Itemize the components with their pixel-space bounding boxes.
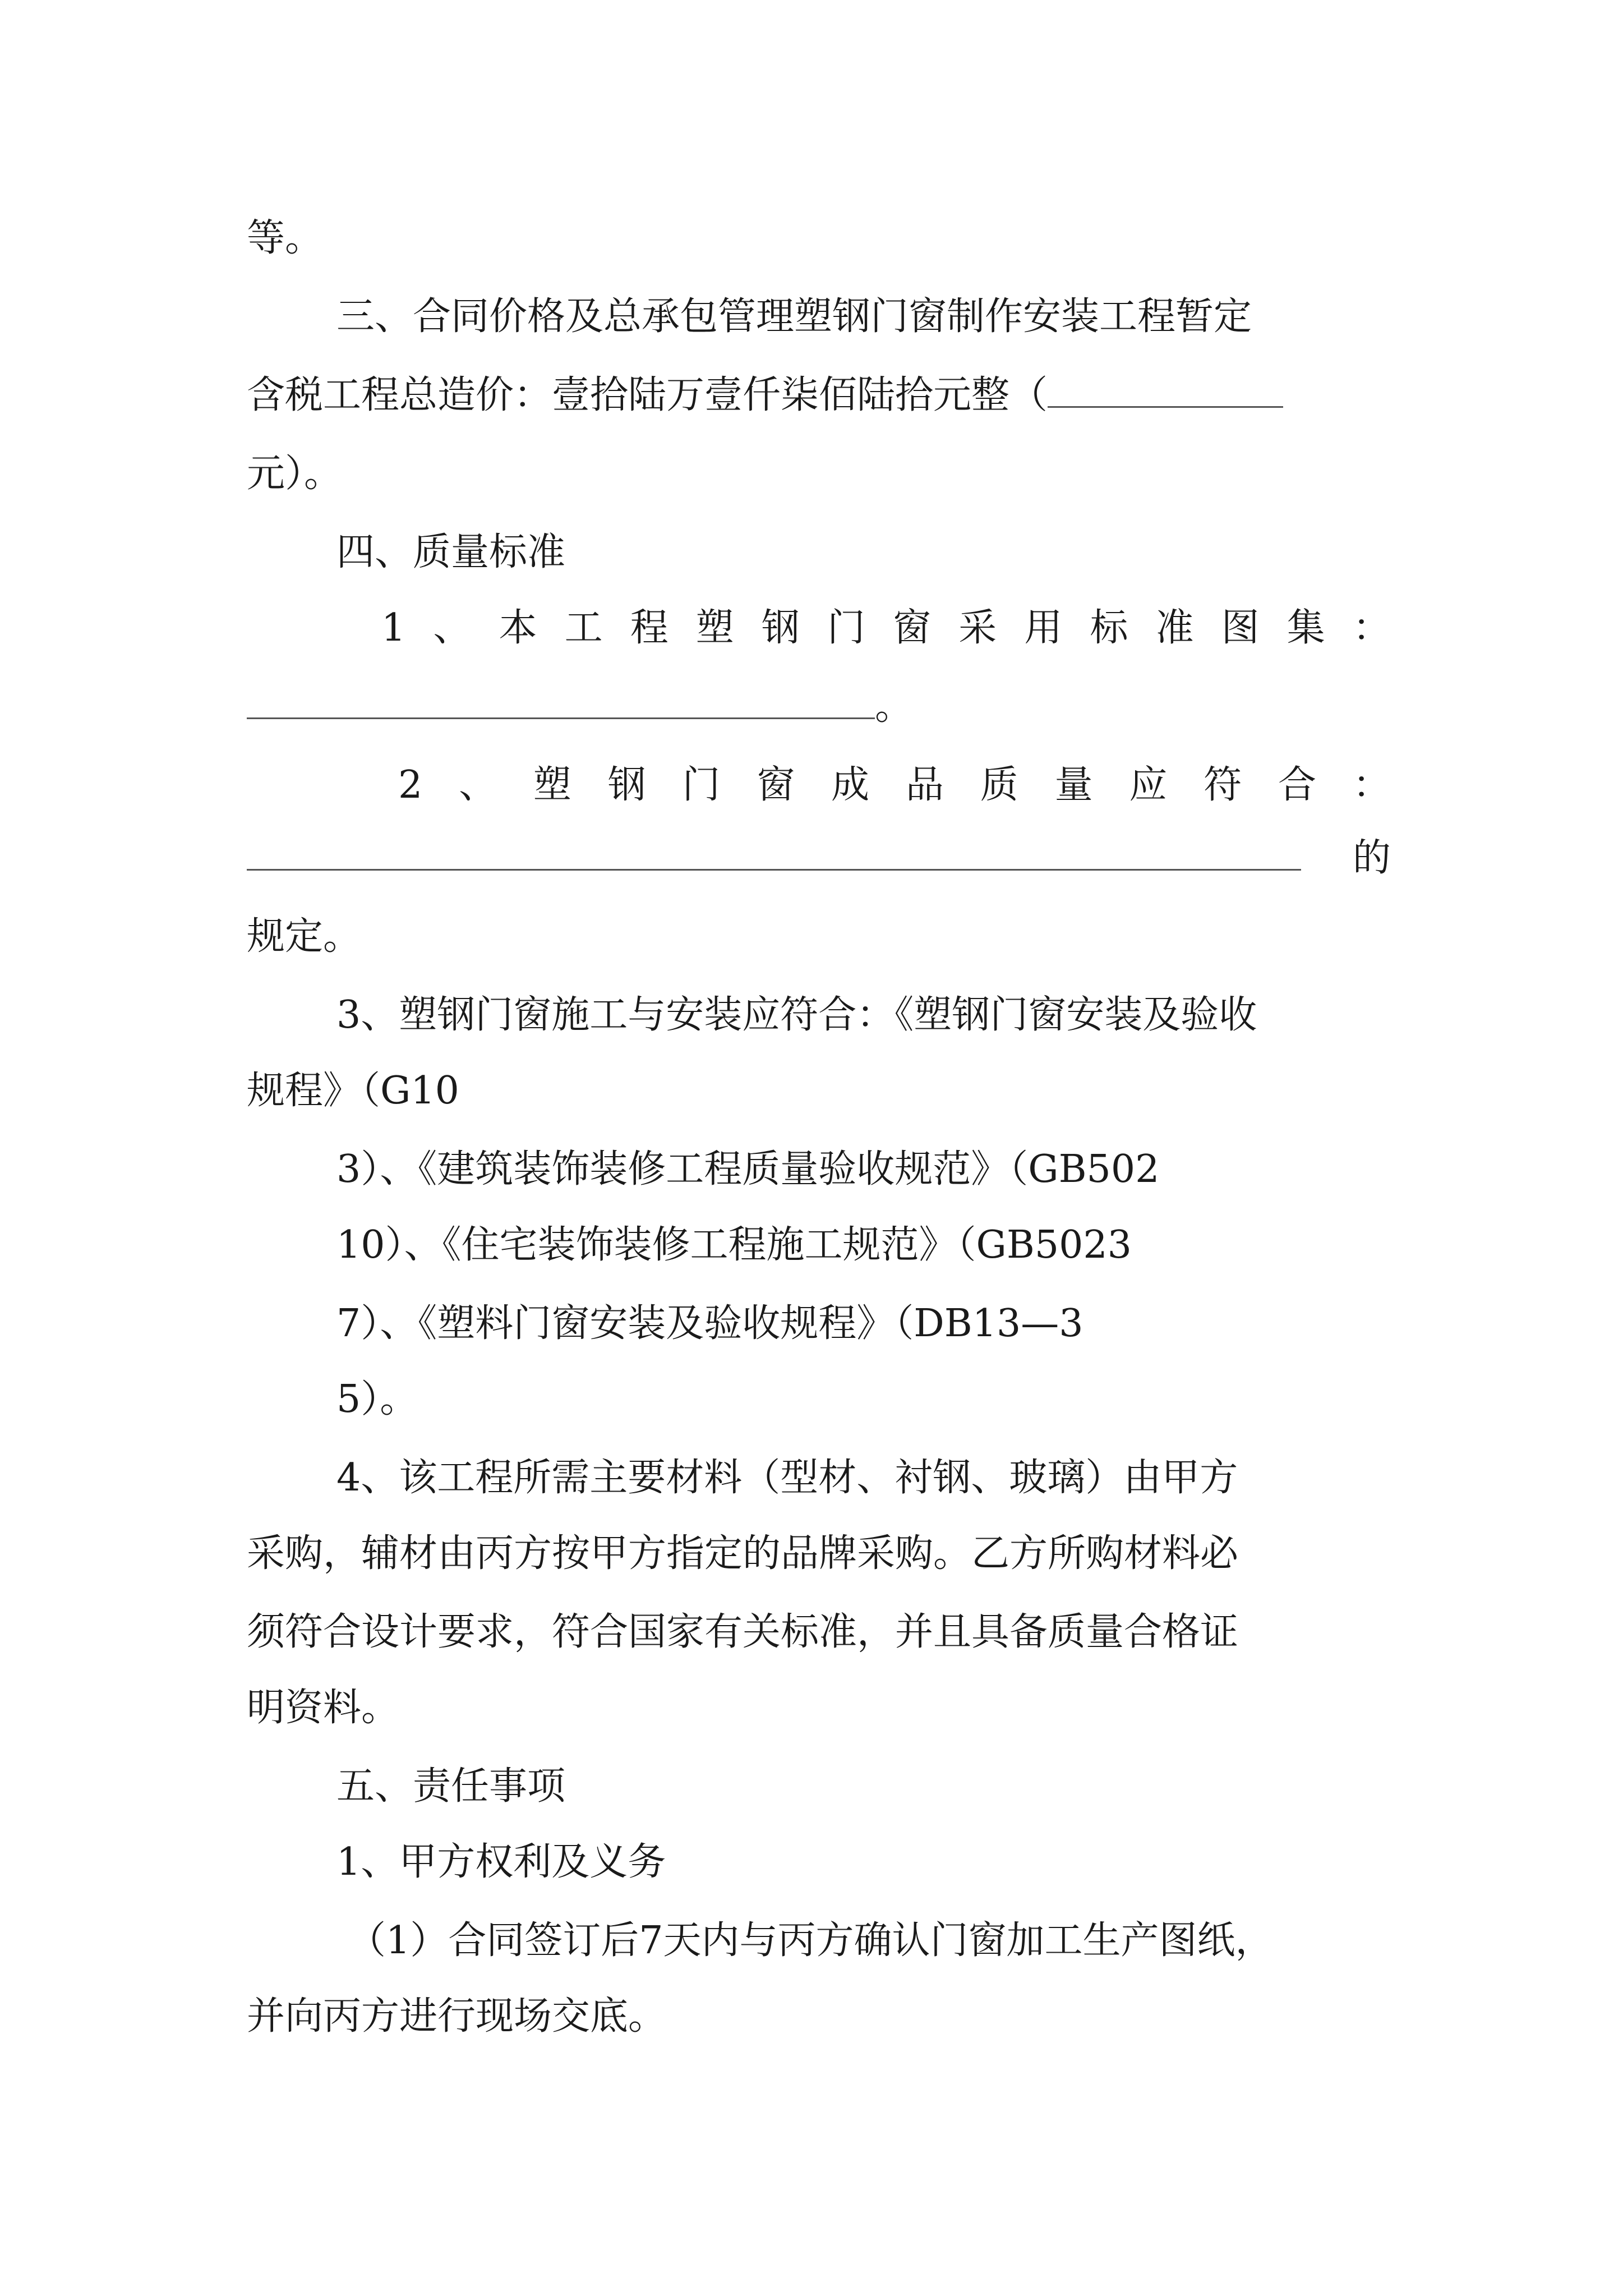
section-heading-quality: 四、质量标准 — [336, 530, 566, 574]
justified-char: 准 — [1155, 606, 1194, 650]
text-line: （1）合同签订后7天内与丙方确认门窗加工生产图纸， — [348, 1918, 1274, 1963]
justified-line-1 — [381, 600, 1391, 656]
justified-char: ： — [1352, 763, 1391, 807]
justified-char: 工 — [564, 606, 603, 650]
subsection-heading: 1、甲方权利及义务 — [336, 1840, 666, 1884]
justified-char: 符 — [1204, 763, 1242, 807]
text-line — [247, 367, 1391, 424]
justified-char: 成 — [831, 763, 870, 807]
justified-char: 图 — [1221, 606, 1260, 650]
justified-char: 门 — [682, 763, 721, 807]
text-line: 须符合设计要求，符合国家有关标准，并且具备质量合格证 — [247, 1610, 1239, 1654]
justified-char: 门 — [827, 606, 866, 650]
text-line: 明资料。 — [247, 1686, 400, 1730]
text-line: 7）、《塑料门窗安装及验收规程》（DB13—3 — [336, 1301, 1083, 1346]
text-line: 5）。 — [336, 1377, 418, 1421]
justified-char: 合 — [1278, 763, 1317, 807]
text-line: 4、该工程所需主要材料（型材、衬钢、玻璃）由甲方 — [336, 1456, 1238, 1500]
text-line: 采购，辅材由丙方按甲方指定的品牌采购。乙方所购材料必 — [247, 1531, 1239, 1576]
section-heading-responsibilities: 五、责任事项 — [336, 1764, 566, 1809]
text-line — [247, 679, 1391, 735]
justified-char: 窗 — [757, 763, 795, 807]
text-span: 含税工程总造价：壹拾陆万壹仟柒佰陆拾元整（ — [247, 373, 1048, 417]
text-line: 并向丙方进行现场交底。 — [247, 1994, 667, 2039]
justified-char: 塑 — [533, 763, 571, 807]
text-line: 3、塑钢门窗施工与安装应符合：《塑钢门窗安装及验收 — [336, 993, 1257, 1037]
justified-char: 1 — [381, 606, 406, 650]
justified-char: 采 — [958, 606, 997, 650]
justified-char: 2 — [398, 763, 423, 807]
justified-char: 集 — [1287, 606, 1325, 650]
justified-char: 、 — [433, 606, 472, 650]
text-line: 规定。 — [247, 914, 362, 959]
justified-char: 、 — [459, 763, 497, 807]
justified-char: 钢 — [761, 606, 800, 650]
justified-char: 窗 — [893, 606, 932, 650]
text-line: 元）。 — [247, 452, 343, 496]
justified-char: 用 — [1024, 606, 1063, 650]
justified-char: 本 — [499, 606, 537, 650]
text-line — [247, 830, 1391, 886]
text-line: 规程》（G10 — [247, 1069, 459, 1113]
justified-char: 质 — [980, 763, 1018, 807]
fill-in-blank — [1048, 372, 1283, 408]
justified-char: 塑 — [695, 606, 734, 650]
text-line: 10）、《住宅装饰装修工程施工规范》（GB5023 — [336, 1223, 1132, 1267]
text-line: 等。 — [247, 216, 324, 260]
fill-in-blank — [247, 684, 875, 719]
section-heading-price: 三、合同价格及总承包管理塑钢门窗制作安装工程暂定 — [336, 295, 1252, 339]
fill-in-blank — [247, 835, 1301, 871]
justified-char: 标 — [1090, 606, 1128, 650]
justified-char: ： — [1352, 606, 1391, 650]
justified-char: 程 — [630, 606, 668, 650]
justified-char: 品 — [905, 763, 944, 807]
text-line: 3）、《建筑装饰装修工程质量验收规范》（GB502 — [336, 1147, 1160, 1191]
justified-char: 应 — [1129, 763, 1168, 807]
justified-char: 钢 — [607, 763, 646, 807]
justified-char: 量 — [1054, 763, 1093, 807]
justified-line-2 — [398, 757, 1391, 813]
text-span: 的 — [1352, 836, 1391, 880]
text-span: 。 — [875, 684, 914, 729]
